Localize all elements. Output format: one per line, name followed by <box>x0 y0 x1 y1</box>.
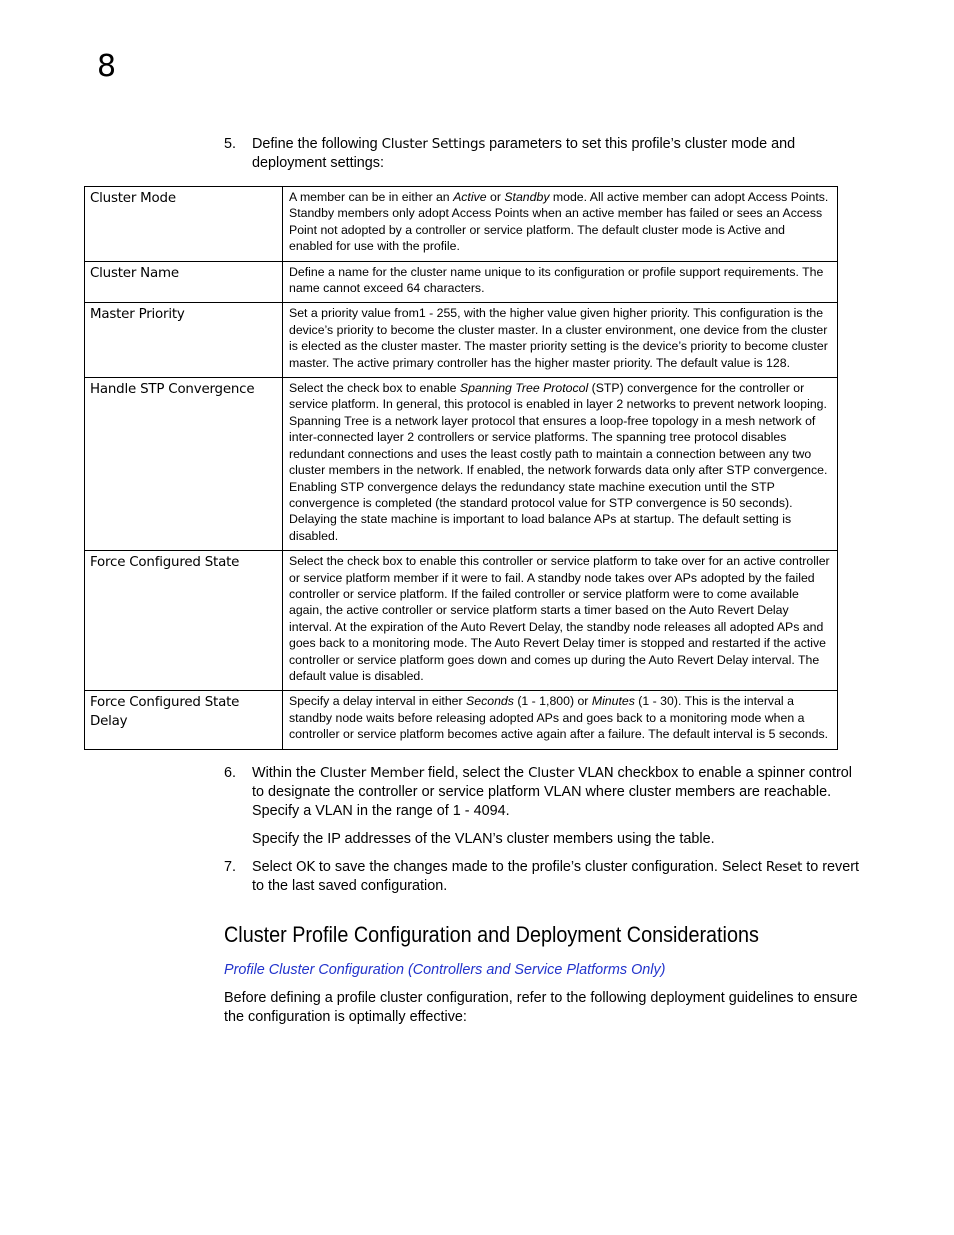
text-run: checkbox to enable a spinner control to designate the controller or service platform VLAN where cluster members are reachable. Specify a VLAN in the range of 1 - 4094. <box>252 765 852 819</box>
emphasis-term: Minutes <box>591 694 635 709</box>
parameter-name: Force Configured State Delay <box>85 691 283 749</box>
table-row <box>85 303 838 378</box>
step-number: 5. <box>224 136 237 152</box>
table-row <box>85 691 838 749</box>
parameter-name: Handle STP Convergence <box>85 378 283 551</box>
text-run: Define a name for the cluster name unique to its configuration or profile support requirements. The name cannot exceed 64 characters. <box>289 264 824 296</box>
emphasis-term: Seconds <box>466 694 514 709</box>
text-run: Define the following <box>252 136 382 152</box>
cross-reference-link[interactable]: Profile Cluster Configuration (Controllers and Service Platforms Only) <box>224 962 666 978</box>
step-6-note: Specify the IP addresses of the VLAN’s cluster members using the table. <box>252 831 715 847</box>
text-run: Specify a delay interval in either <box>289 694 467 709</box>
text-run: Set a priority value from1 - 255, with the higher value given higher priority. This configuration is the device’s priority to become the cluster master. In a cluster environment, one device from the cluster is elected as the cluster master. The master priority setting is the device’s priority to become cluster master. The active primary controller has the higher master priority. The default value is 128. <box>289 306 828 370</box>
text-run: (STP) convergence for the controller or service platform. In general, this protocol is enabled in layer 2 networks to prevent network looping. Spanning Tree is a network layer protocol that ensures a loop-free topology in a mesh network of inter-connected layer 2 controllers or service platforms. The spanning tree protocol disables redundant connections and uses the least costly path to maintain a connection between any two cluster members in the network. If enabled, the network forwards data only after STP convergence. Enabling STP convergence delays the redundancy state machine execution until the STP convergence is completed (the standard protocol value for STP convergence is 50 seconds). Delaying the state machine is important to load balance APs at startup. The default setting is disabled. <box>289 381 828 543</box>
step-text <box>252 135 866 173</box>
text-run: Within the <box>252 765 320 781</box>
text-run: or <box>486 190 505 204</box>
step-text <box>252 858 866 896</box>
step-7 <box>224 858 866 896</box>
table-row <box>85 378 838 551</box>
parameter-description <box>283 303 838 378</box>
ui-term: OK <box>296 860 315 875</box>
text-run: Select <box>252 859 296 875</box>
text-run: mode. All active member can adopt Access Points. Standby members only adopt Access Points when an active member has failed or sees an Access Point not adopted by a controller or service platform. The default cluster mode is Active and enabled for use with the profile. <box>289 190 829 254</box>
section-intro: Before defining a profile cluster configuration, refer to the following deployment guidelines to ensure the configuration is optimally effective: <box>224 990 858 1025</box>
text-run: to revert to the last saved configuration. <box>252 859 860 894</box>
cluster-settings-table <box>84 186 838 750</box>
text-run: A member can be in either an <box>289 190 454 204</box>
parameter-description <box>283 261 838 303</box>
table-row <box>85 187 838 262</box>
step-number: 7. <box>224 859 237 875</box>
text-run: to save the changes made to the profile’s cluster configuration. Select <box>314 859 766 875</box>
parameter-description <box>283 187 838 262</box>
ui-term: Cluster VLAN <box>528 766 614 781</box>
emphasis-term: Spanning Tree Protocol <box>459 381 589 396</box>
chapter-number: 8 <box>97 49 117 84</box>
emphasis-term: Standby <box>504 190 550 204</box>
parameter-description <box>283 691 838 749</box>
text-run: Select the check box to enable <box>289 381 460 396</box>
emphasis-term: Active <box>453 190 487 204</box>
text-run: (1 - 1,800) or <box>513 694 592 709</box>
table-row <box>85 551 838 691</box>
step-number: 6. <box>224 765 237 781</box>
parameter-name: Force Configured State <box>85 551 283 691</box>
table-body <box>85 187 838 750</box>
text-run: field, select the <box>424 765 529 781</box>
parameter-name: Cluster Name <box>85 261 283 303</box>
parameter-description <box>283 378 838 551</box>
parameter-description <box>283 551 838 691</box>
parameter-name: Cluster Mode <box>85 187 283 262</box>
parameter-name: Master Priority <box>85 303 283 378</box>
step-5 <box>224 135 866 173</box>
table-row <box>85 261 838 303</box>
step-6 <box>224 764 866 821</box>
step-text <box>252 764 866 821</box>
text-run: (1 - 30). This is the interval a standby node waits before releasing adopted APs and goes back to a monitoring mode when a controller or service platform becomes active again after a failure. The default interval is 5 seconds. <box>289 694 829 742</box>
text-run: Select the check box to enable this controller or service platform to take over for an active controller or service platform member if it were to fail. A standby node takes over APs adopted by the failed controller or service platform. If the failed controller or service platform were to come available again, the active controller or service platform starts a timer based on the Auto Revert Delay interval. At the expiration of the Auto Revert Delay, the standby node releases all adopted APs and goes back to a monitoring mode. The Auto Revert Delay timer is stopped and restarted if the active controller or service platform goes down and comes up during the Auto Revert Delay interval. The default value is disabled. <box>289 554 830 683</box>
ui-term: Cluster Settings <box>381 137 486 152</box>
ui-term: Cluster Member <box>319 766 425 781</box>
text-run: parameters to set this profile’s cluster mode and deployment settings: <box>252 136 796 171</box>
ui-term: Reset <box>765 860 803 875</box>
section-heading: Cluster Profile Configuration and Deployment Considerations <box>224 922 759 947</box>
